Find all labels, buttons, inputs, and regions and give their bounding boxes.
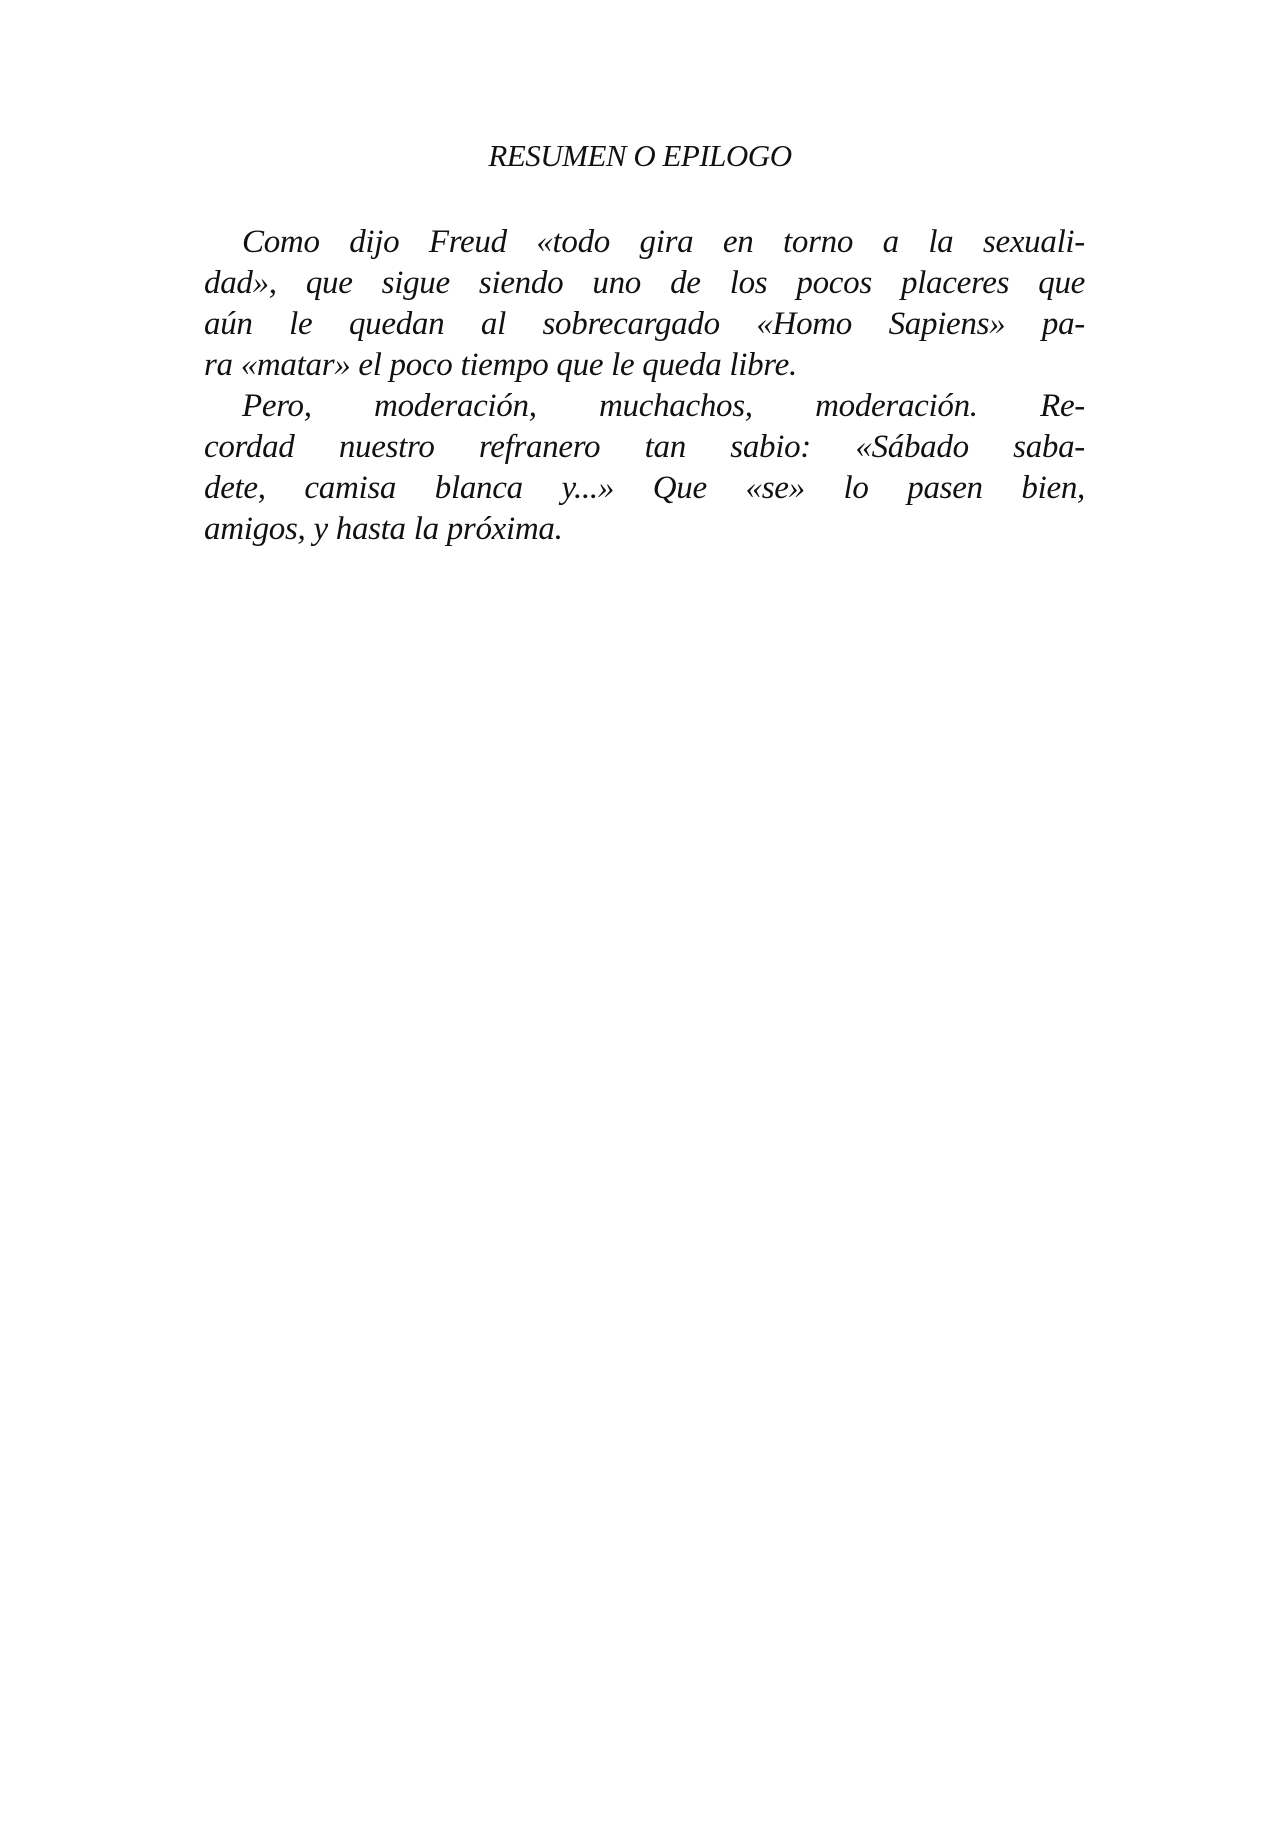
text-line: ra «matar» el poco tiempo que le queda libre. xyxy=(204,347,797,383)
text-line: dete, camisa blanca y...» Que «se» lo pasen bien, xyxy=(204,470,1085,506)
page-title: RESUMEN O EPILOGO xyxy=(488,138,792,173)
paragraph-1 xyxy=(204,222,1085,386)
text-line: Pero, moderación, muchachos, moderación. Re- xyxy=(242,388,1085,424)
text-line: aún le quedan al sobrecargado «Homo Sapiens» pa- xyxy=(204,306,1085,342)
body-text xyxy=(204,222,1085,550)
text-line: amigos, y hasta la próxima. xyxy=(204,511,563,547)
text-line: cordad nuestro refranero tan sabio: «Sábado saba- xyxy=(204,429,1085,465)
paragraph-2 xyxy=(204,386,1085,550)
text-line: Como dijo Freud «todo gira en torno a la sexuali- xyxy=(242,224,1085,260)
text-line: dad», que sigue siendo uno de los pocos placeres que xyxy=(204,265,1085,301)
